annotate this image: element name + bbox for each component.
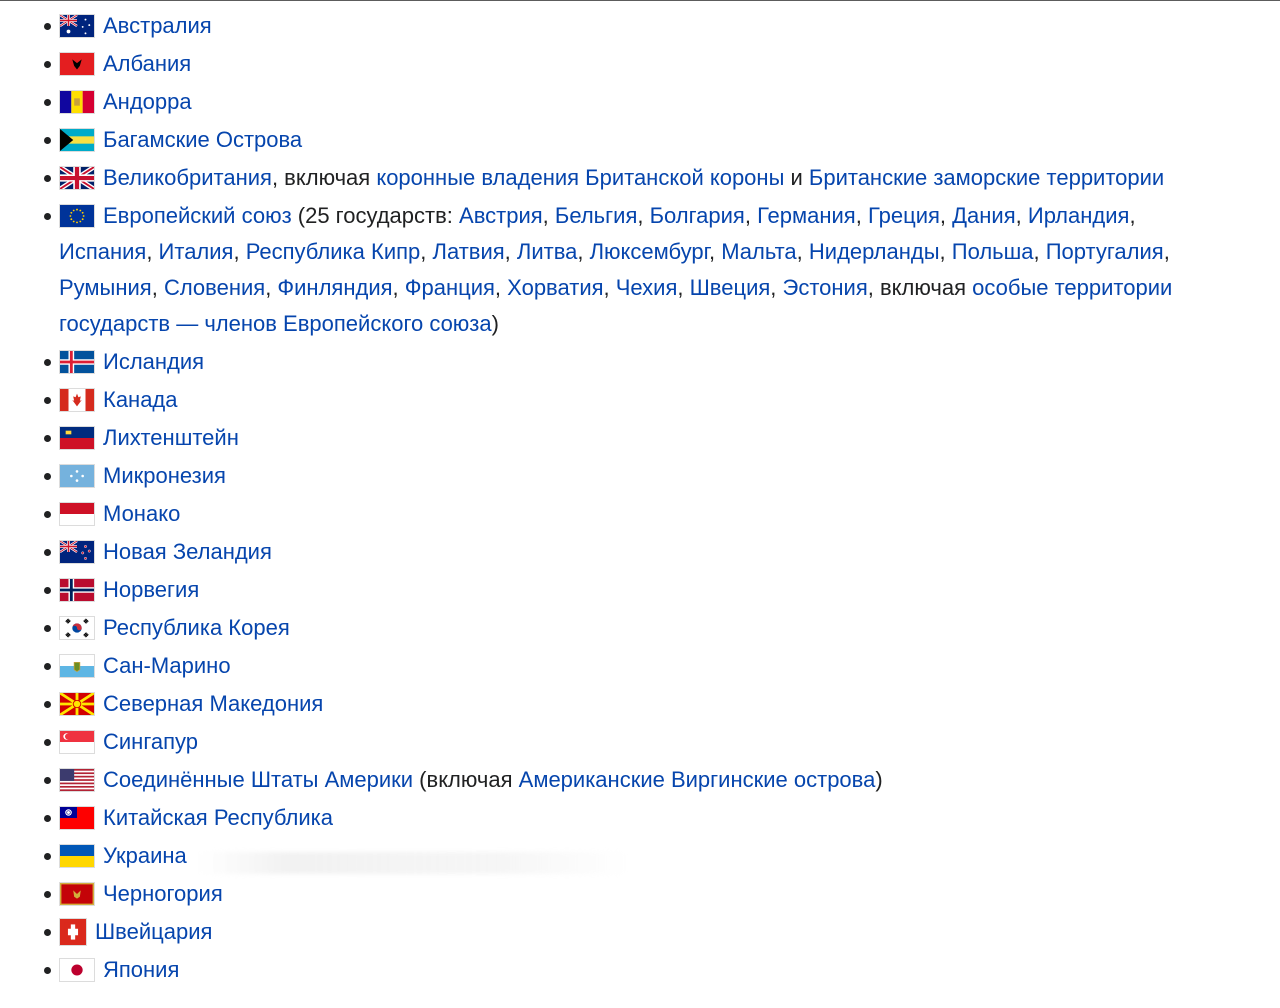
inline-link[interactable]: Австрия	[459, 203, 543, 228]
list-item	[0, 914, 1280, 950]
ukraine-flag-icon	[59, 844, 95, 868]
inline-link[interactable]: Люксембург	[589, 239, 709, 264]
iceland-flag-icon	[59, 350, 95, 374]
country-link[interactable]: Норвегия	[103, 577, 200, 602]
country-link[interactable]: Европейский союз	[103, 203, 292, 228]
inline-text: ,	[637, 203, 650, 228]
inline-link[interactable]: Эстония	[782, 275, 868, 300]
inline-text: ,	[770, 275, 783, 300]
list-item	[0, 122, 1280, 158]
list-item	[0, 610, 1280, 646]
inline-text: (включая	[413, 767, 519, 792]
canada-flag-icon	[59, 388, 95, 412]
inline-text: ,	[420, 239, 433, 264]
country-link[interactable]: Багамские Острова	[103, 127, 303, 152]
inline-text: ,	[677, 275, 690, 300]
taiwan-flag-icon	[59, 806, 95, 830]
inline-text: ,	[796, 239, 809, 264]
list-item	[0, 160, 1280, 196]
inline-link[interactable]: Португалия	[1045, 239, 1164, 264]
inline-text: ,	[744, 203, 758, 228]
list-item	[0, 198, 1280, 342]
inline-text: ,	[151, 275, 164, 300]
inline-text: ,	[494, 275, 508, 300]
list-item	[0, 458, 1280, 494]
inline-link[interactable]: Нидерланды	[808, 239, 940, 264]
australia-flag-icon	[59, 14, 95, 38]
list-item	[0, 572, 1280, 608]
inline-text: ,	[1015, 203, 1028, 228]
inline-link[interactable]: Франция	[404, 275, 495, 300]
monaco-flag-icon	[59, 502, 95, 526]
inline-link[interactable]: Бельгия	[554, 203, 638, 228]
country-link[interactable]: Монако	[103, 501, 181, 526]
japan-flag-icon	[59, 958, 95, 982]
inline-text: )	[875, 767, 883, 792]
country-link[interactable]: Соединённые Штаты Америки	[103, 767, 414, 792]
inline-link[interactable]: Американские Виргинские острова	[518, 767, 876, 792]
usa-flag-icon	[59, 768, 95, 792]
inline-text: )	[491, 311, 499, 336]
albania-flag-icon	[59, 52, 95, 76]
country-link[interactable]: Андорра	[103, 89, 192, 114]
inline-link[interactable]: Болгария	[649, 203, 745, 228]
inline-link[interactable]: Швеция	[689, 275, 771, 300]
list-item	[0, 952, 1280, 988]
inline-text: ,	[265, 275, 278, 300]
inline-link[interactable]: Италия	[158, 239, 234, 264]
country-link[interactable]: Швейцария	[95, 919, 213, 944]
inline-text: ,	[1129, 203, 1136, 228]
country-link[interactable]: Республика Корея	[103, 615, 290, 640]
eu-flag-icon	[59, 204, 95, 228]
country-link[interactable]: Сингапур	[103, 729, 199, 754]
inline-link[interactable]: Республика Кипр	[245, 239, 421, 264]
inline-link[interactable]: Мальта	[721, 239, 797, 264]
country-link[interactable]: Албания	[103, 51, 192, 76]
montenegro-flag-icon	[59, 882, 95, 906]
inline-link[interactable]: коронные владения Британской короны	[376, 165, 785, 190]
inline-link[interactable]: особые территории государств — членов Европейского союза	[59, 275, 1173, 336]
country-link[interactable]: Новая Зеландия	[103, 539, 272, 564]
inline-text: ,	[855, 203, 868, 228]
inline-link[interactable]: Ирландия	[1027, 203, 1130, 228]
inline-text: ,	[939, 203, 953, 228]
inline-link[interactable]: Польша	[951, 239, 1034, 264]
inline-link[interactable]: Греция	[867, 203, 940, 228]
list-item	[0, 724, 1280, 760]
newzealand-flag-icon	[59, 540, 95, 564]
country-link[interactable]: Япония	[103, 957, 180, 982]
bahamas-flag-icon	[59, 128, 95, 152]
list-item	[0, 534, 1280, 570]
list-item	[0, 496, 1280, 532]
list-item	[0, 84, 1280, 120]
country-link[interactable]: Лихтенштейн	[103, 425, 239, 450]
korea-flag-icon	[59, 616, 95, 640]
list-item	[0, 838, 1280, 874]
inline-text: ,	[233, 239, 246, 264]
liechtenstein-flag-icon	[59, 426, 95, 450]
inline-text: ,	[1163, 239, 1170, 264]
list-item	[0, 648, 1280, 684]
inline-text: ,	[146, 239, 159, 264]
list-item	[0, 686, 1280, 722]
singapore-flag-icon	[59, 730, 95, 754]
inline-text: (25 государств:	[291, 203, 460, 228]
list-item	[0, 344, 1280, 380]
country-link[interactable]: Украина	[103, 843, 187, 868]
inline-link[interactable]: Латвия	[432, 239, 505, 264]
inline-text: ,	[603, 275, 616, 300]
list-item	[0, 420, 1280, 456]
country-link[interactable]: Сан-Марино	[103, 653, 231, 678]
list-item	[0, 46, 1280, 82]
country-link[interactable]: Великобритания	[103, 165, 272, 190]
country-link[interactable]: Канада	[103, 387, 178, 412]
list-item	[0, 762, 1280, 798]
redacted-area	[200, 852, 630, 874]
switzerland-flag-icon	[59, 918, 87, 946]
country-link[interactable]: Китайская Республика	[103, 805, 334, 830]
inline-text: , включая	[867, 275, 973, 300]
list-item	[0, 800, 1280, 836]
micronesia-flag-icon	[59, 464, 95, 488]
andorra-flag-icon	[59, 90, 95, 114]
sanmarino-flag-icon	[59, 654, 95, 678]
inline-link[interactable]: Румыния	[59, 275, 152, 300]
country-link[interactable]: Австралия	[103, 13, 212, 38]
inline-text: ,	[504, 239, 517, 264]
inline-text: ,	[939, 239, 952, 264]
country-link[interactable]: Черногория	[103, 881, 223, 906]
northmacedonia-flag-icon	[59, 692, 95, 716]
country-list	[0, 8, 1280, 990]
uk-flag-icon	[59, 166, 95, 190]
inline-text: и	[784, 165, 809, 190]
inline-text: ,	[708, 239, 722, 264]
norway-flag-icon	[59, 578, 95, 602]
inline-link[interactable]: Хорватия	[507, 275, 604, 300]
list-item	[0, 8, 1280, 44]
inline-link[interactable]: Германия	[757, 203, 856, 228]
inline-text: ,	[542, 203, 555, 228]
inline-text: ,	[1033, 239, 1046, 264]
inline-link[interactable]: Британские заморские территории	[808, 165, 1165, 190]
list-item	[0, 876, 1280, 912]
inline-link[interactable]: Литва	[516, 239, 578, 264]
inline-text: , включая	[271, 165, 377, 190]
country-link[interactable]: Северная Македония	[103, 691, 324, 716]
inline-link[interactable]: Словения	[163, 275, 266, 300]
country-link[interactable]: Микронезия	[103, 463, 226, 488]
inline-link[interactable]: Испания	[59, 239, 147, 264]
country-link[interactable]: Исландия	[103, 349, 205, 374]
top-rule	[0, 0, 1280, 1]
inline-link[interactable]: Чехия	[615, 275, 678, 300]
inline-link[interactable]: Дания	[952, 203, 1016, 228]
list-item	[0, 382, 1280, 418]
inline-text: ,	[577, 239, 590, 264]
inline-text: ,	[392, 275, 405, 300]
inline-link[interactable]: Финляндия	[277, 275, 393, 300]
